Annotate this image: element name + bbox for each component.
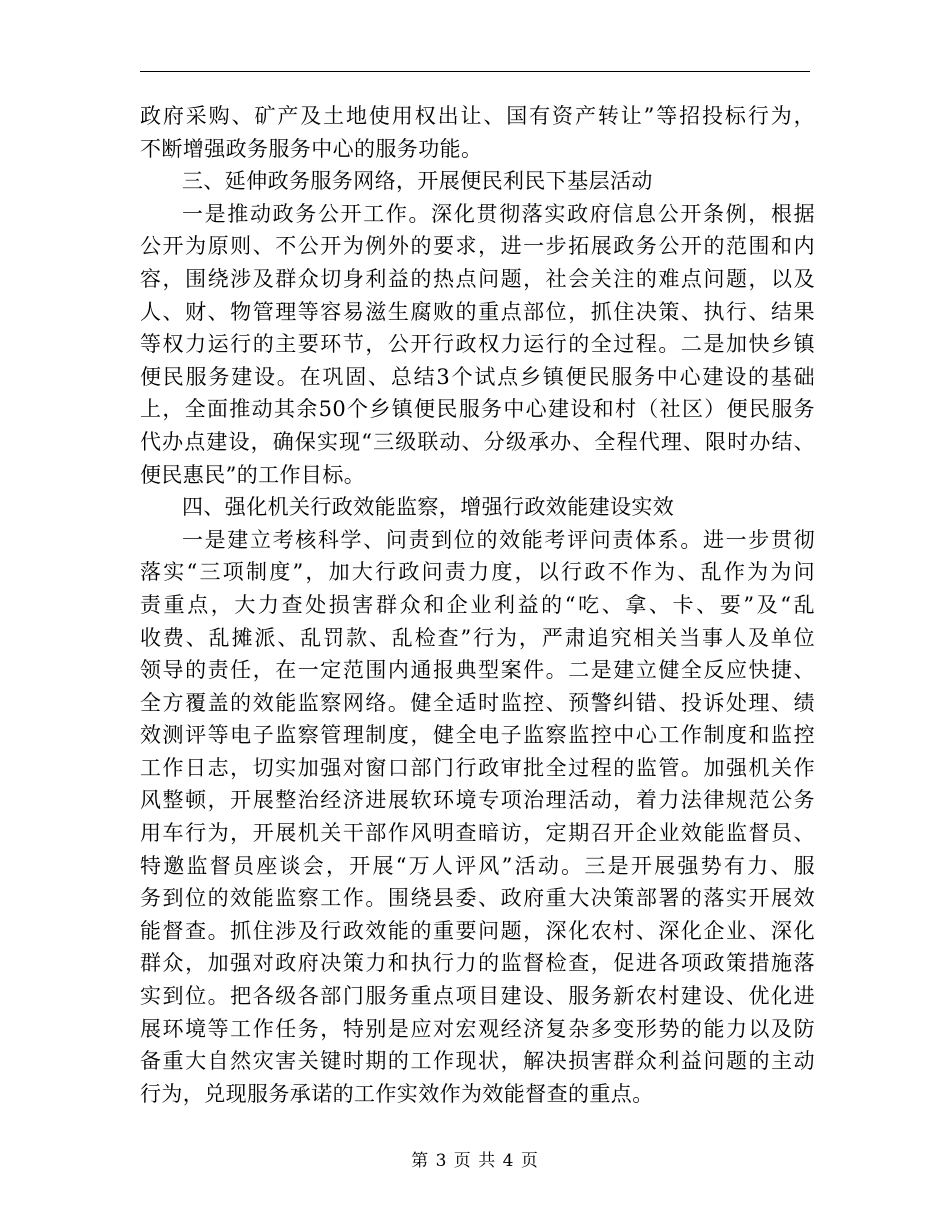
- footer-middle: 页 共: [453, 1151, 497, 1171]
- text-line: 效测评等电子监察管理制度，健全电子监察监控中心工作制度和监控: [140, 723, 815, 748]
- text-line: 务到位的效能监察工作。围绕县委、政府重大决策部署的落实开展效: [140, 886, 815, 911]
- text-line: 展环境等工作任务，特别是应对宏观经济复杂多变形势的能力以及防: [140, 1016, 815, 1041]
- text-line: 用车行为，开展机关干部作风明查暗访，定期召开企业效能监督员、: [140, 821, 815, 846]
- text-line: 风整顿，开展整治经济进展软环境专项治理活动，着力法律规范公务: [140, 788, 815, 813]
- text-line: 人、财、物管理等容易滋生腐败的重点部位，抓住决策、执行、结果: [140, 299, 815, 324]
- text-line: 便民惠民”的工作目标。: [140, 462, 366, 487]
- footer-prefix: 第: [411, 1151, 430, 1171]
- text-line: 一是推动政务公开工作。深化贯彻落实政府信息公开条例，根据: [182, 201, 815, 226]
- footer-suffix: 页: [520, 1151, 539, 1171]
- document-body: [140, 100, 815, 1110]
- text-line: 容，围绕涉及群众切身利益的热点问题，社会关注的难点问题，以及: [140, 266, 815, 291]
- header-rule: [140, 71, 810, 72]
- text-line: 群众，加强对政府决策力和执行力的监督检查，促进各项政策措施落: [140, 951, 815, 976]
- section-heading: 三、延伸政务服务网络，开展便民利民下基层活动: [182, 169, 653, 194]
- text-line: 一是建立考核科学、问责到位的效能考评问责体系。进一步贯彻: [182, 527, 815, 552]
- text-line: 公开为原则、不公开为例外的要求，进一步拓展政务公开的范围和内: [140, 234, 815, 259]
- footer-current-page: 3: [435, 1151, 448, 1171]
- text-line: 实到位。把各级各部门服务重点项目建设、服务新农村建设、优化进: [140, 984, 815, 1009]
- section-heading: 四、强化机关行政效能监察，增强行政效能建设实效: [182, 495, 675, 520]
- text-line: 收费、乱摊派、乱罚款、乱检查”行为，严肃追究相关当事人及单位: [140, 625, 815, 650]
- text-line: 领导的责任，在一定范围内通报典型案件。二是建立健全反应快捷、: [140, 658, 815, 683]
- text-line: 责重点，大力查处损害群众和企业利益的“吃、拿、卡、要”及“乱: [140, 592, 815, 617]
- page-footer: [0, 1146, 950, 1171]
- text-line: 便民服务建设。在巩固、总结3个试点乡镇便民服务中心建设的基础: [140, 364, 815, 389]
- text-line: 等权力运行的主要环节，公开行政权力运行的全过程。二是加快乡镇: [140, 332, 815, 357]
- text-line: 落实“三项制度”，加大行政问责力度，以行政不作为、乱作为为问: [140, 560, 815, 585]
- footer-total-pages: 4: [502, 1151, 515, 1171]
- text-line: 特邀监督员座谈会，开展“万人评风”活动。三是开展强势有力、服: [140, 853, 815, 878]
- text-line: 能督查。抓住涉及行政效能的重要问题，深化农村、深化企业、深化: [140, 918, 815, 943]
- text-line: 全方覆盖的效能监察网络。健全适时监控、预警纠错、投诉处理、绩: [140, 690, 815, 715]
- text-line: 代办点建设，确保实现“三级联动、分级承办、全程代理、限时办结、: [140, 429, 815, 454]
- text-line: 行为，兑现服务承诺的工作实效作为效能督查的重点。: [140, 1081, 654, 1106]
- text-line: 不断增强政务服务中心的服务功能。: [140, 136, 483, 161]
- text-line: 备重大自然灾害关键时期的工作现状，解决损害群众利益问题的主动: [140, 1049, 815, 1074]
- text-line: 上，全面推动其余50个乡镇便民服务中心建设和村（社区）便民服务: [140, 397, 815, 422]
- text-line: 工作日志，切实加强对窗口部门行政审批全过程的监管。加强机关作: [140, 755, 815, 780]
- text-line: 政府采购、矿产及土地使用权出让、国有资产转让”等招投标行为，: [140, 104, 815, 128]
